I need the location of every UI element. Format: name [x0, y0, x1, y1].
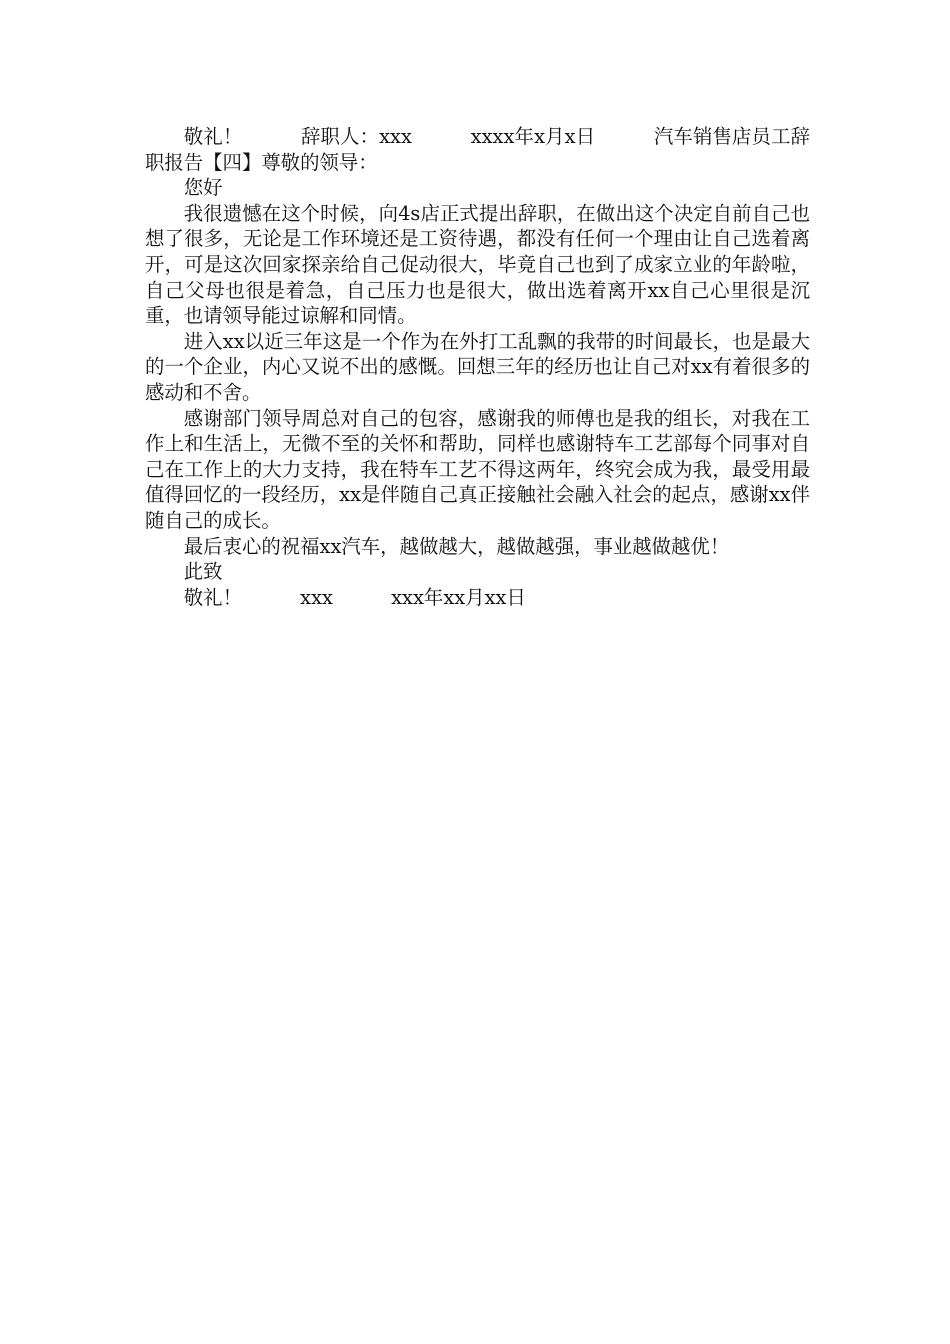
paragraph-company-experience: 进入xx以近三年这是一个作为在外打工乱飘的我带的时间最长，也是最大的一个企业，内心又说不出的感慨。回想三年的经历也让自己对xx有着很多的感动和不舍。: [145, 329, 810, 404]
paragraph-salutation: 此致: [183, 560, 223, 584]
paragraph-closing-previous: 敬礼！ 辞职人：xxx xxxx年x月x日 汽车销售店员工辞职报告【四】尊敬的领导：: [145, 125, 810, 174]
paragraph-thanks: 感谢部门领导周总对自己的包容，感谢我的师傅也是我的组长，对我在工作上和生活上，无微不至的关怀和帮助，同样也感谢特车工艺部每个同事对自己在工作上的大力支持，我在特车工艺不得这两年，终究会成为我，最受用最值得回忆的一段经历，xx是伴随自己真正接触社会融入社会的起点，感谢xx伴随自己的成长。: [145, 406, 810, 532]
document-body: [145, 124, 810, 610]
paragraph-resignation-reason: 我很遗憾在这个时候，向4s店正式提出辞职，在做出这个决定自前自己也想了很多，无论是工作环境还是工资待遇，都没有任何一个理由让自己选着离开，可是这次回家探亲给自己促动很大，毕竟自己也到了成家立业的年龄啦，自己父母也很是着急，自己压力也是很大，做出选着离开xx自己心里很是沉重，也请领导能过谅解和同情。: [145, 201, 810, 328]
paragraph-blessing: 最后衷心的祝福xx汽车，越做越大，越做越强，事业越做越优！: [183, 534, 730, 558]
paragraph-signature: 敬礼！ xxx xxx年xx月xx日: [183, 585, 526, 609]
paragraph-greeting: 您好: [183, 176, 223, 200]
